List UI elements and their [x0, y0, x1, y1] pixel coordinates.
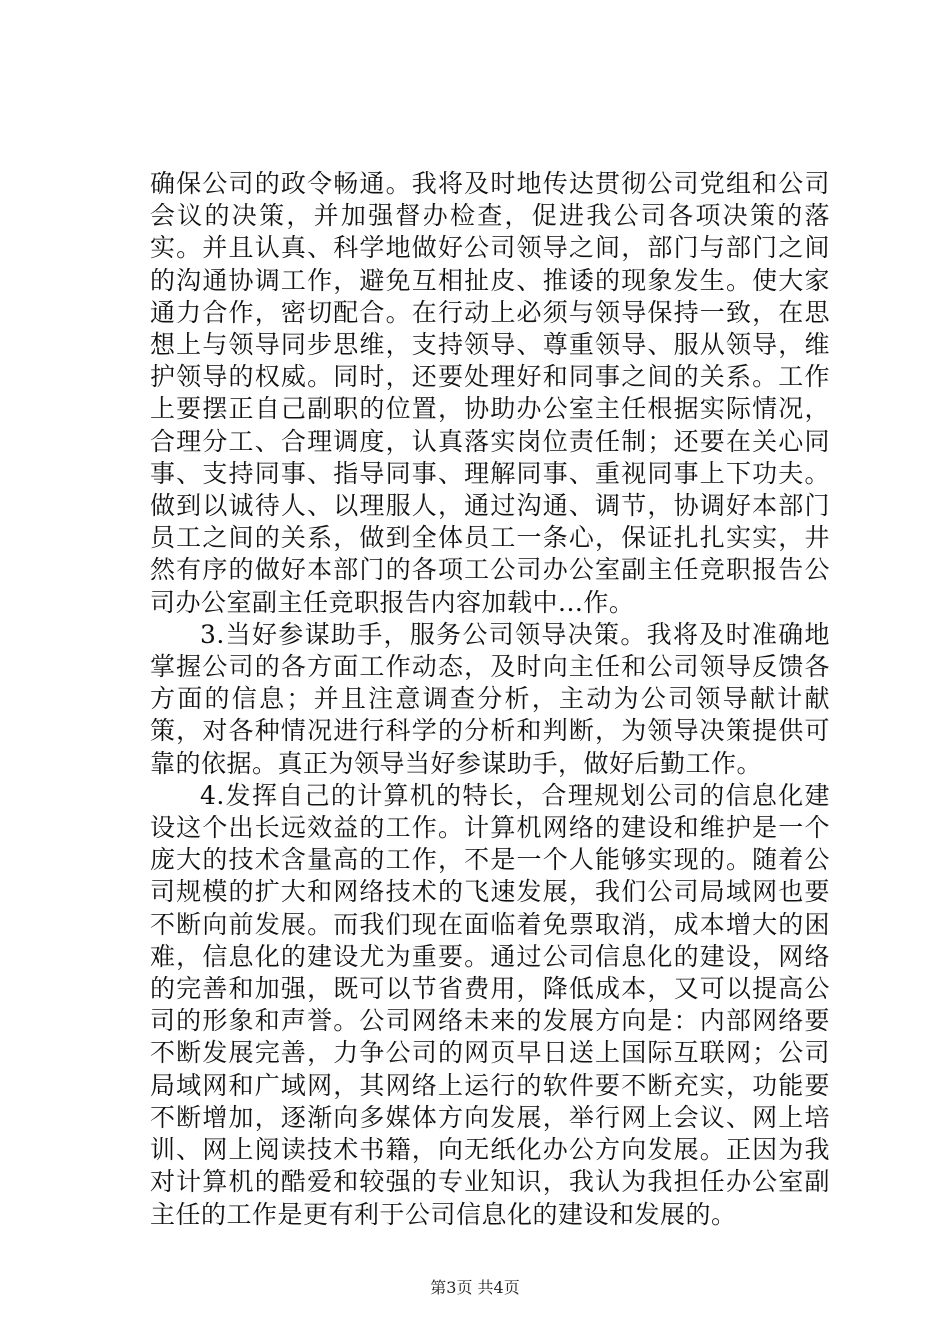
page-footer: 第3页 共4页	[430, 1278, 520, 1297]
document-body	[150, 168, 830, 1231]
paragraph-2: 3.当好参谋助手，服务公司领导决策。我将及时准确地掌握公司的各方面工作动态，及时向主任和公司领导反馈各方面的信息；并且注意调查分析，主动为公司领导献计献策，对各种情况进行科学的分析和判断，为领导决策提供可靠的依据。真正为领导当好参谋助手，做好后勤工作。	[150, 619, 830, 778]
paragraph-1: 确保公司的政令畅通。我将及时地传达贯彻公司党组和公司会议的决策，并加强督办检查，促进我公司各项决策的落实。并且认真、科学地做好公司领导之间，部门与部门之间的沟通协调工作，避免互相扯皮、推诿的现象发生。使大家通力合作，密切配合。在行动上必须与领导保持一致，在思想上与领导同步思维，支持领导、尊重领导、服从领导，维护领导的权威。同时，还要处理好和同事之间的关系。工作上要摆正自己副职的位置，协助办公室主任根据实际情况，合理分工、合理调度，认真落实岗位责任制；还要在关心同事、支持同事、指导同事、理解同事、重视同事上下功夫。做到以诚待人、以理服人，通过沟通、调节，协调好本部门员工之间的关系，做到全体员工一条心，保证扎扎实实，井然有序的做好本部门的各项工公司办公室副主任竞职报告公司办公室副主任竞职报告内容加载中...作。	[150, 169, 830, 617]
paragraph-3: 4.发挥自己的计算机的特长，合理规划公司的信息化建设这个出长远效益的工作。计算机网络的建设和维护是一个庞大的技术含量高的工作，不是一个人能够实现的。随着公司规模的扩大和网络技术的飞速发展，我们公司局域网也要不断向前发展。而我们现在面临着免票取消，成本增大的困难，信息化的建设尤为重要。通过公司信息化的建设，网络的完善和加强，既可以节省费用，降低成本，又可以提高公司的形象和声誉。公司网络未来的发展方向是：内部网络要不断发展完善，力争公司的网页早日送上国际互联网；公司局域网和广域网，其网络上运行的软件要不断充实，功能要不断增加，逐渐向多媒体方向发展，举行网上会议、网上培训、网上阅读技术书籍，向无纸化办公方向发展。正因为我对计算机的酷爱和较强的专业知识，我认为我担任办公室副主任的工作是更有利于公司信息化的建设和发展的。	[150, 780, 830, 1229]
